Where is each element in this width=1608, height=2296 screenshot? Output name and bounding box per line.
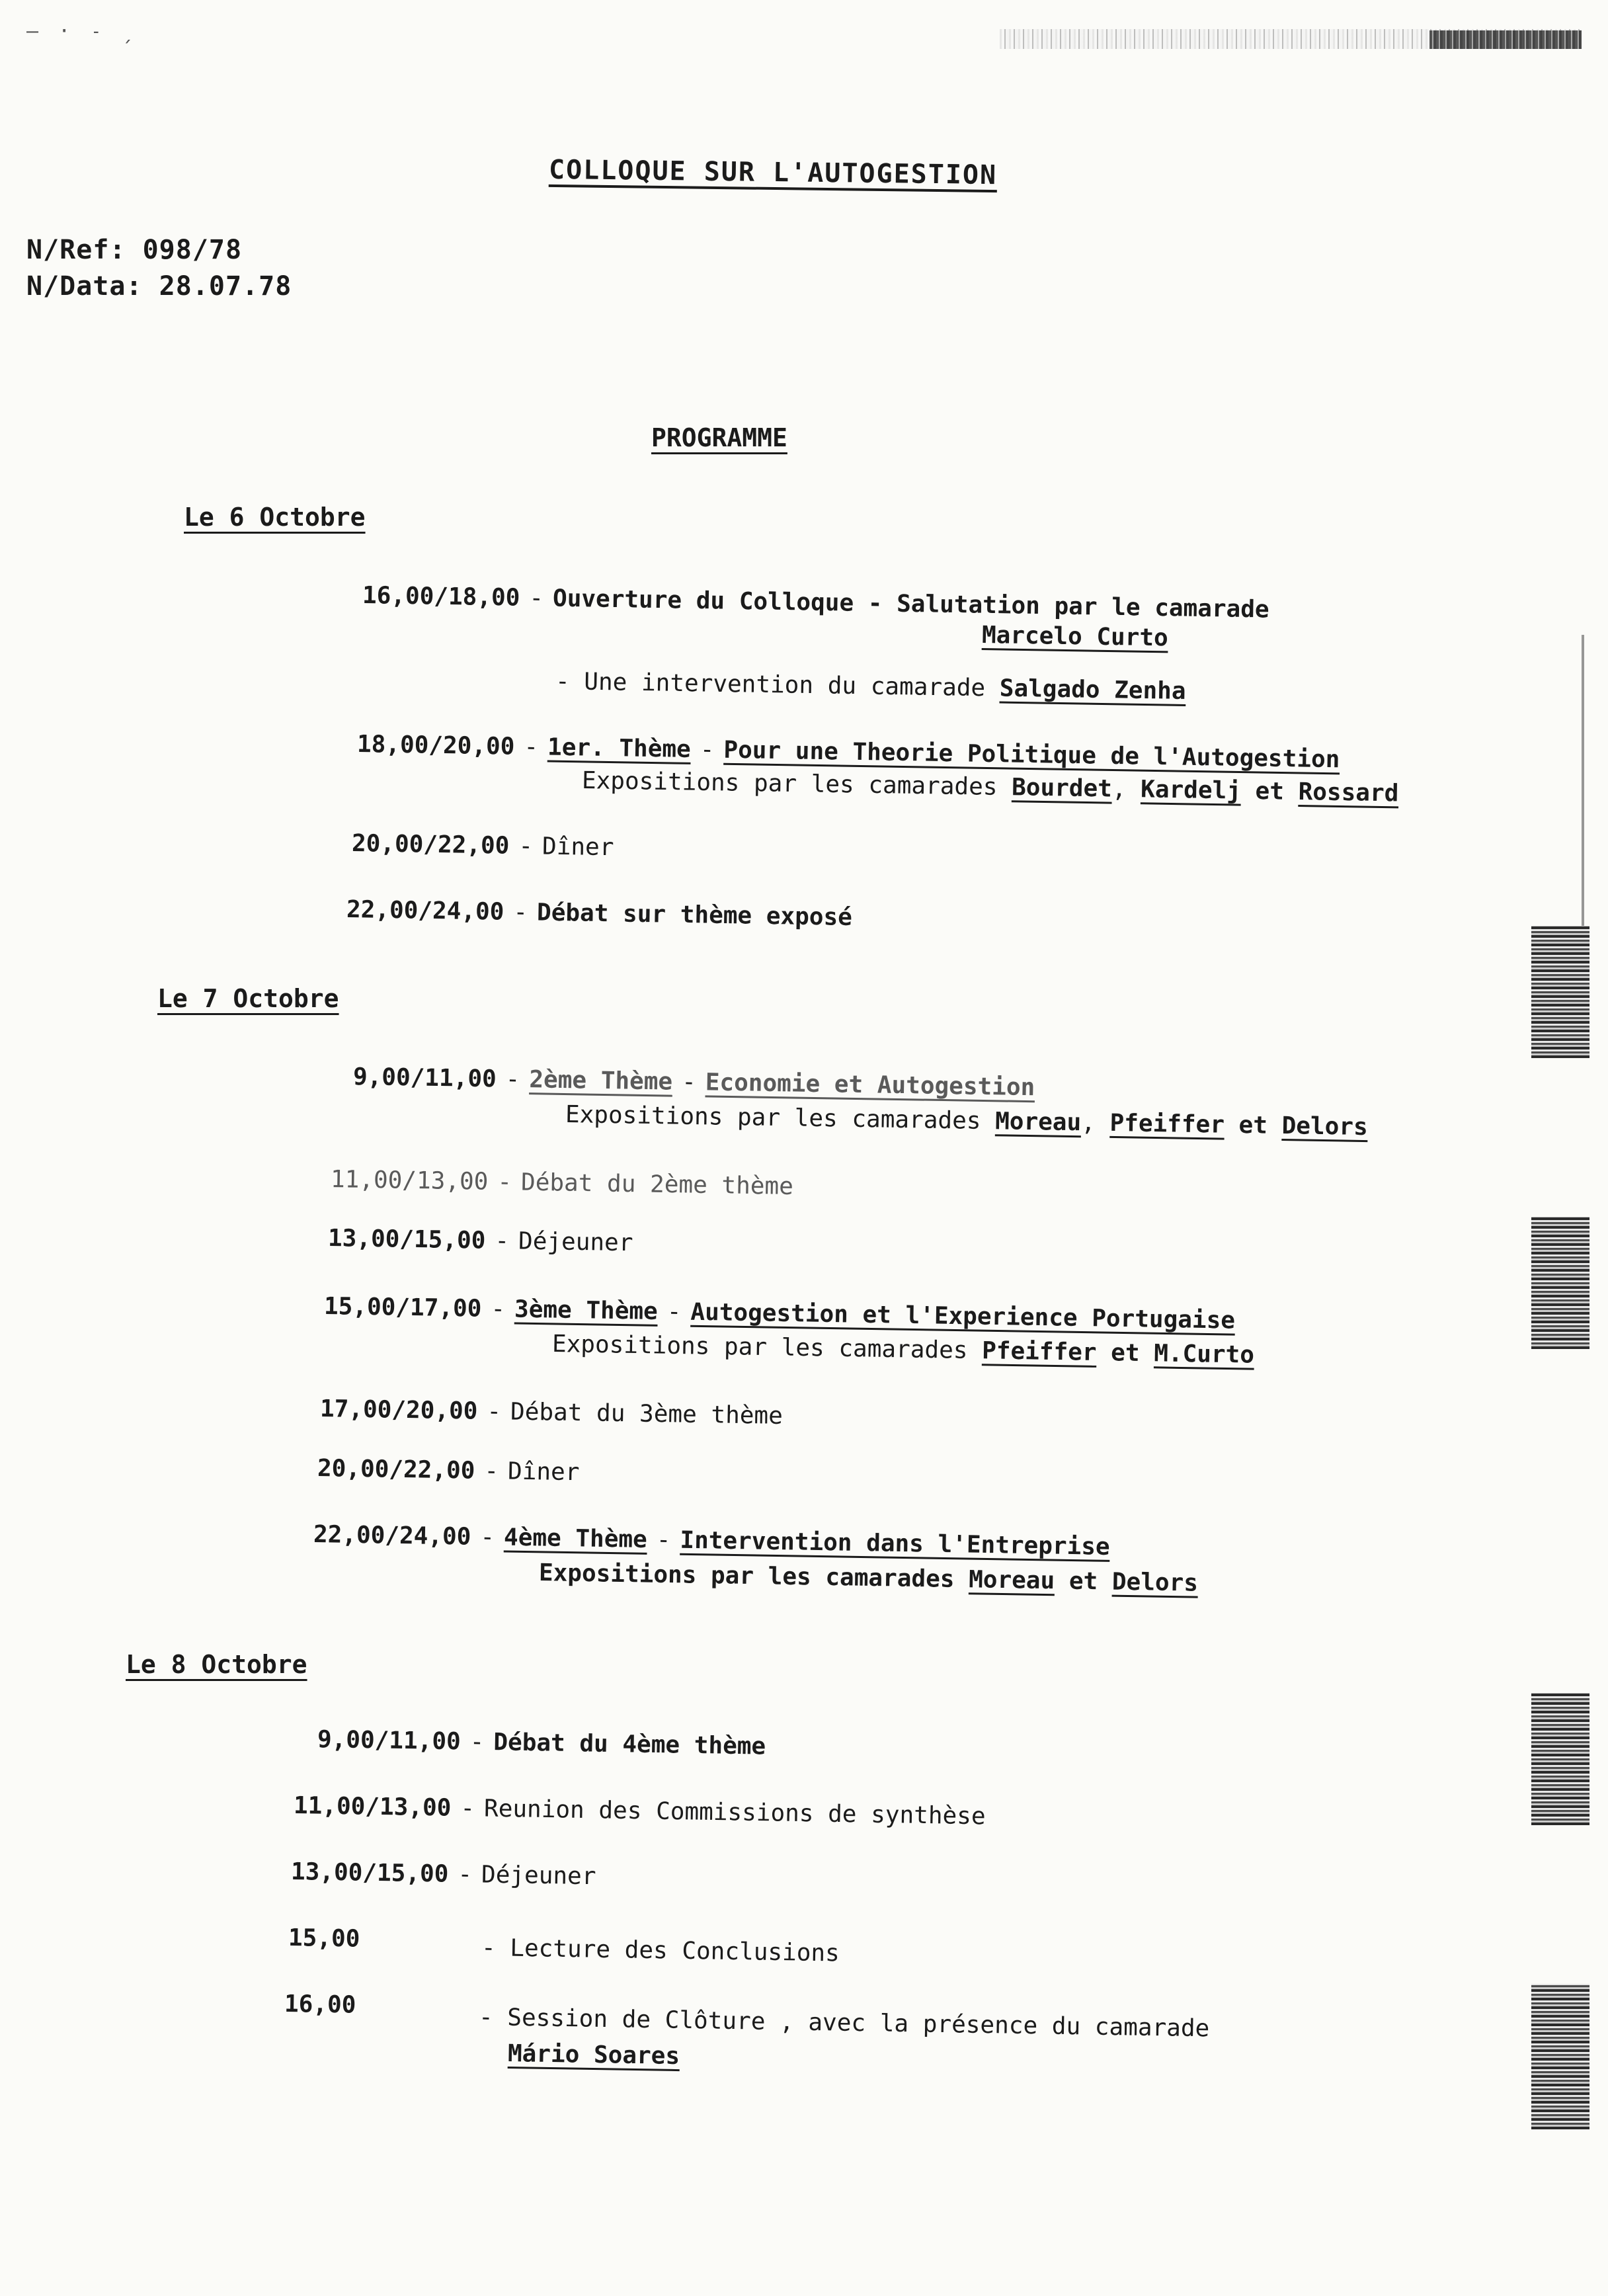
item-text: Débat du 4ème thème [493,1729,766,1760]
day-heading: Le 7 Octobre [157,984,339,1013]
theme-title: Intervention dans l'Entreprise [680,1526,1110,1561]
item-time: 11,00/13,00 [330,1166,489,1196]
theme-title: Autogestion et l'Experience Portugaise [690,1298,1236,1334]
item-time: 13,00/15,00 [290,1858,449,1888]
schedule-item: 18,00/20,00 - 1er. Thème - Pour une Theorie Politique de l'Autogestion [356,731,1340,774]
schedule-item: 22,00/24,00 - 4ème Thème - Intervention dans l'Entreprise [313,1521,1110,1561]
item-time: 11,00/13,00 [293,1792,452,1822]
scan-corner-mark: – · ˗ ˏ [26,20,138,43]
item-time: 16,00 [284,1990,356,2019]
scan-edge-mark [1531,926,1589,1058]
item-text: - Une intervention du camarade [555,668,986,702]
schedule-item: 9,00/11,00 - Débat du 4ème thème [317,1726,766,1760]
speaker-name: Mário Soares [507,2040,680,2070]
schedule-item-time [288,1924,360,1953]
schedule-item: 16,00/18,00 - Ouverture du Colloque - Salutation par le camarade [362,582,1269,624]
day-heading: Le 8 Octobre [126,1650,307,1679]
speaker-name: Pfeiffer [981,1337,1097,1366]
item-text: Reunion des Commissions de synthèse [483,1795,986,1830]
item-time: 22,00/24,00 [346,896,504,926]
scan-edge-mark [1531,1693,1589,1825]
item-text: Débat du 3ème thème [510,1398,784,1430]
theme-label: 2ème Thème [529,1066,673,1096]
theme-label: 3ème Thème [514,1295,659,1325]
item-time: 16,00/18,00 [362,582,520,612]
theme-title: Economie et Autogestion [705,1069,1035,1102]
item-text: - Session de Clôture , avec la présence du camarade [478,2004,1210,2043]
schedule-item: 11,00/13,00 - Reunion des Commissions de synthèse [293,1792,986,1830]
item-text: Déjeuner [481,1861,596,1891]
schedule-item: 13,00/15,00 - Déjeuner [290,1858,596,1891]
schedule-item: 17,00/20,00 - Débat du 3ème thème [319,1395,784,1430]
schedule-item-text [479,2004,1210,2042]
speaker-name: Kardelj [1140,776,1242,805]
schedule-item: 20,00/22,00 - Dîner [351,830,614,862]
speaker-name: Delors [1111,1568,1199,1597]
document-title: COLLOQUE SUR L'AUTOGESTION [548,154,998,191]
schedule-item: 22,00/24,00 - Débat sur thème exposé [346,896,853,932]
theme-title: Pour une Theorie Politique de l'Autogestion [723,736,1340,774]
reference-date: N/Data: 28.07.78 [26,271,292,302]
schedule-item: 13,00/15,00 - Déjeuner [327,1225,633,1257]
item-time: 17,00/20,00 [319,1395,478,1425]
item-text: Ouverture du Colloque - Salutation par le camarade [552,585,1269,624]
theme-label: 1er. Thème [547,733,692,763]
speaker-name: Salgado Zenha [999,675,1186,705]
item-time: 13,00/15,00 [327,1225,486,1254]
speaker-name: Rossard [1298,778,1399,807]
speakers-line: Expositions par les camarades Pfeiffer et M.Curto [551,1331,1255,1369]
schedule-item-time [284,1990,356,2019]
speaker-name: Moreau [994,1108,1082,1137]
item-time: 15,00/17,00 [323,1293,482,1323]
item-text: Dîner [542,833,614,862]
schedule-item: 9,00/11,00 - 2ème Thème - Economie et Autogestion [352,1063,1035,1102]
item-text: Dîner [507,1457,580,1487]
speaker-name: M.Curto [1153,1340,1255,1369]
speaker-name: Marcelo Curto [981,622,1169,652]
item-text: - Lecture des Conclusions [481,1934,840,1967]
schedule-item-text [481,1934,840,1967]
item-time: 22,00/24,00 [313,1521,471,1551]
scan-edge-mark [1531,1217,1589,1349]
speaker-name: Pfeiffer [1109,1109,1225,1139]
scan-artifact-top-dark [1429,30,1582,49]
reference-number: N/Ref: 098/78 [26,235,243,265]
scan-edge-mark [1531,1984,1589,2129]
schedule-item [555,668,1186,705]
schedule-item: 11,00/13,00 - Débat du 2ème thème [330,1166,794,1200]
day-heading: Le 6 Octobre [184,503,366,532]
speaker-name: Moreau [968,1566,1055,1595]
speakers-line: Expositions par les camarades Moreau et Delors [538,1559,1199,1597]
item-time: 18,00/20,00 [356,731,515,760]
speaker-name: Delors [1281,1112,1369,1141]
schedule-item: 15,00/17,00 - 3ème Thème - Autogestion et l'Experience Portugaise [323,1293,1236,1334]
item-text: Débat sur thème exposé [536,899,853,932]
item-time: 20,00/22,00 [351,830,510,860]
item-text: Débat du 2ème thème [520,1168,794,1200]
speaker-name: Bourdet [1011,774,1113,803]
item-time: 9,00/11,00 [317,1726,462,1756]
item-time: 9,00/11,00 [352,1063,497,1093]
item-time: 20,00/22,00 [317,1455,475,1485]
item-time: 15,00 [288,1924,360,1953]
speakers-line: Expositions par les camarades Moreau, Pfeiffer et Delors [565,1101,1369,1141]
schedule-item: 20,00/22,00 - Dîner [317,1455,580,1487]
item-text: Déjeuner [518,1227,633,1257]
programme-heading: PROGRAMME [651,423,787,452]
speakers-line: Expositions par les camarades Bourdet, Kardelj et Rossard [581,767,1399,807]
theme-label: 4ème Thème [503,1524,648,1553]
